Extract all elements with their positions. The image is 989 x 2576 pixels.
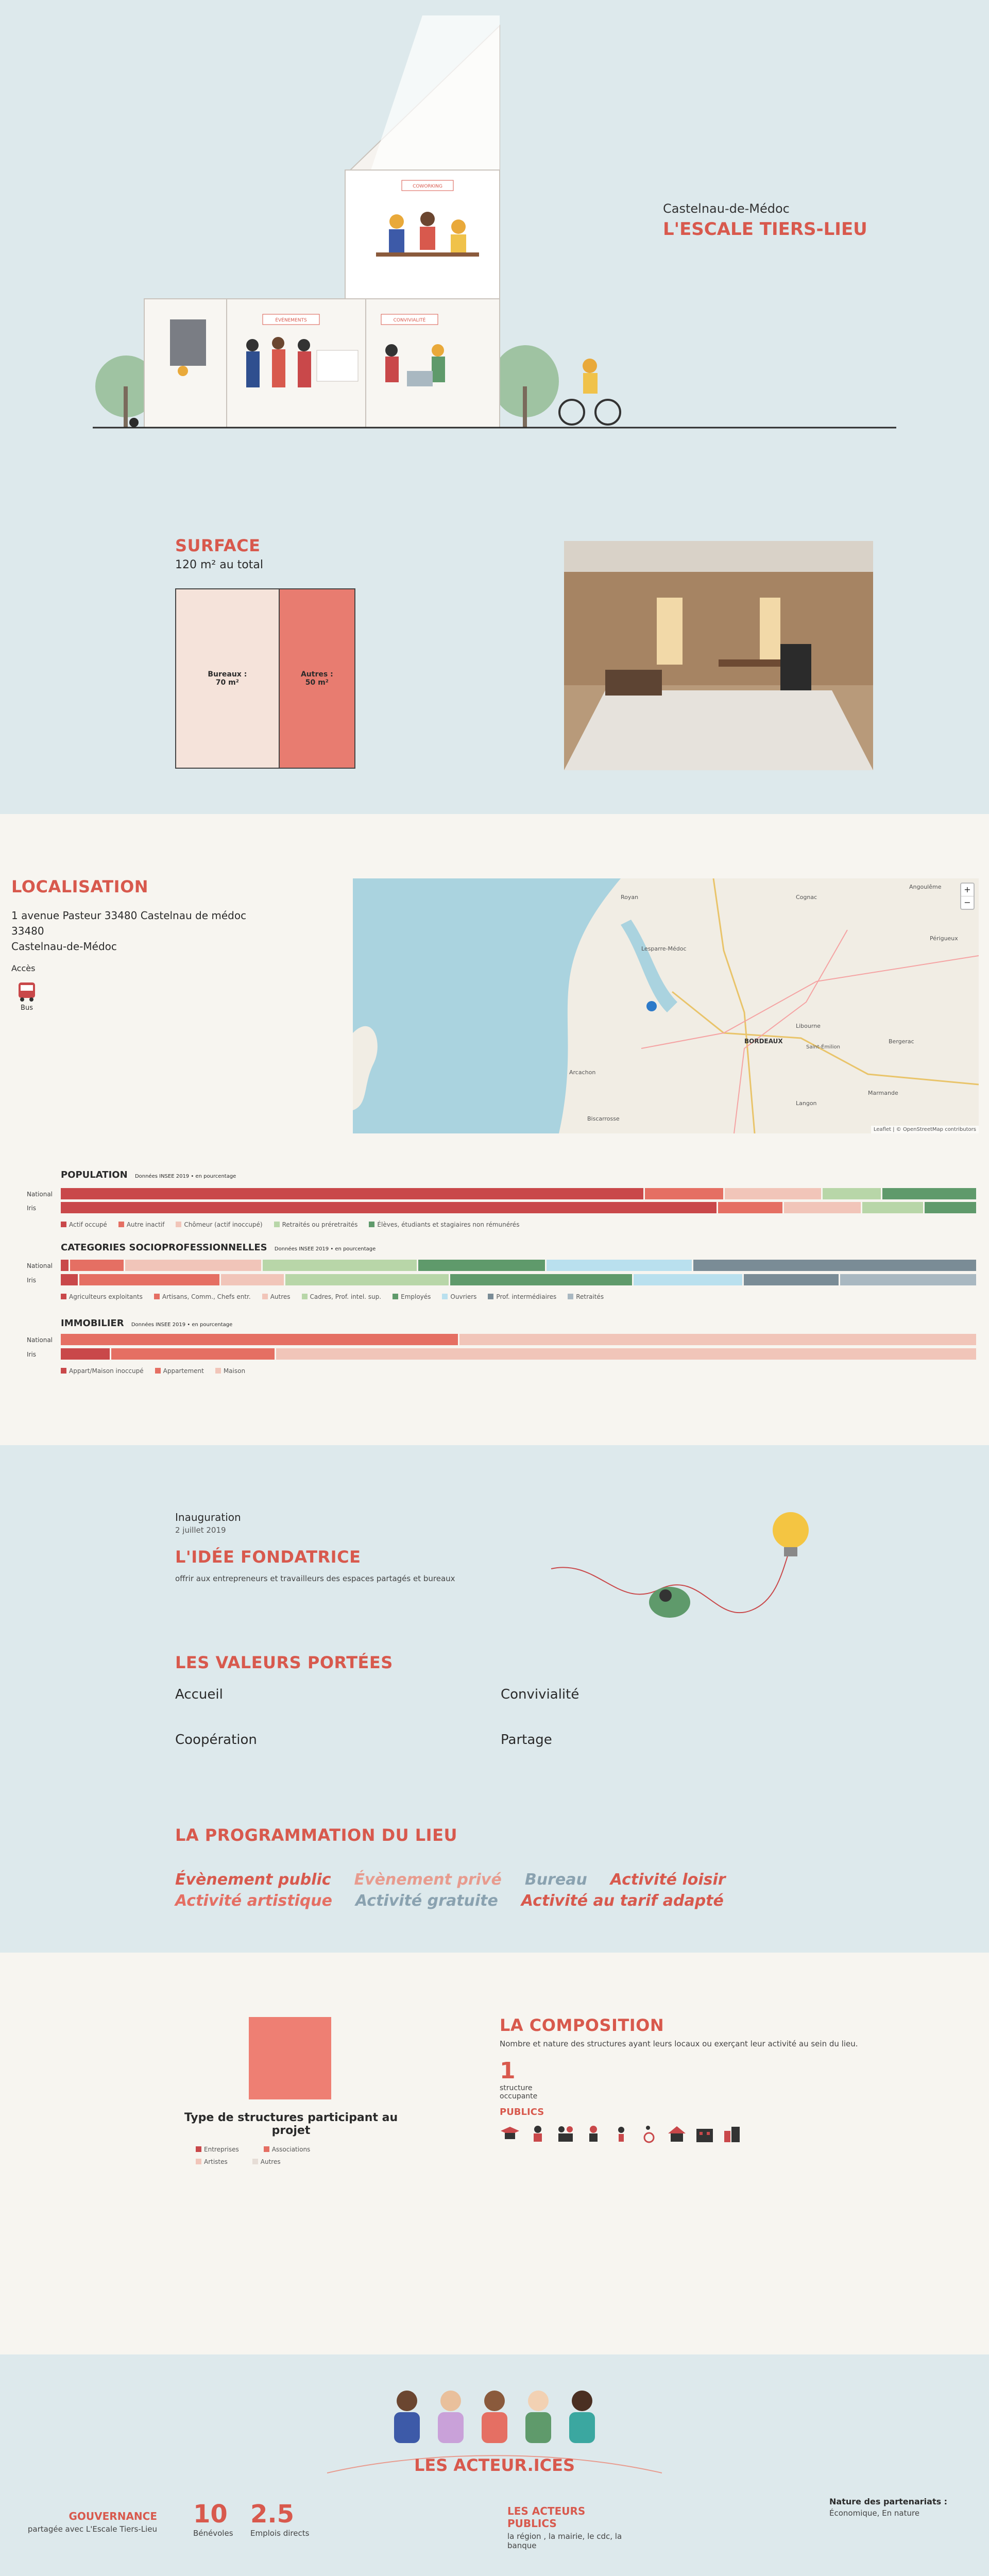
programmation-block [175,1825,845,1910]
gouvernance-title: GOUVERNANCE [69,2510,157,2522]
family-icon [555,2125,576,2143]
immobilier-row-national-label: National [27,1336,53,1344]
benevoles [193,2500,233,2538]
programmation-tag: Bureau [524,1871,587,1889]
partenariats-title: Nature des partenariats : [829,2497,948,2506]
svg-text:Biscarrosse: Biscarrosse [587,1115,620,1122]
csp-header [61,1242,376,1253]
composition-section [0,1953,989,2354]
legend-swatch [262,1294,268,1299]
legend-item [302,1293,382,1300]
legend-label: Autres [270,1293,291,1300]
legend-swatch [442,1294,448,1299]
bar-segment [61,1334,459,1345]
bar-segment [925,1202,978,1213]
bar-segment [285,1274,450,1285]
population-header [61,1170,236,1180]
company-icon [694,2125,715,2143]
legend-swatch [369,1222,374,1227]
bar-segment [645,1188,725,1199]
bar-segment [823,1188,882,1199]
legend-swatch [176,1222,181,1227]
sign-evenements: ÉVÉNEMENTS [275,318,307,323]
legend-item [274,1221,358,1228]
immobilier-bar-iris [61,1348,978,1360]
composition-block [500,2015,943,2143]
inauguration-date: 2 juillet 2019 [175,1526,226,1535]
legend-swatch [488,1294,493,1299]
valeur-item: Coopération [175,1732,257,1748]
cat-icon [129,418,139,427]
surface-right-label: Autres : [300,670,333,679]
legend-item [61,1367,144,1375]
composition-title: LA COMPOSITION [500,2015,664,2035]
svg-text:Royan: Royan [621,894,639,901]
legend-label: Appartement [163,1367,204,1375]
programmation-row-1 [175,1871,845,1889]
map-attribution[interactable]: Leaflet | © OpenStreetMap contributors [871,1126,979,1133]
svg-text:Lesparre-Médoc: Lesparre-Médoc [641,945,687,952]
legend-label: Retraités ou préretraités [282,1221,358,1228]
legend-item [393,1293,431,1300]
publics-icons [500,2125,943,2143]
gouvernance [10,2510,157,2534]
hero-text [663,201,867,240]
legend-label: Maison [223,1367,246,1375]
acces-label: Accès [11,963,36,973]
address-city: Castelnau-de-Médoc [11,940,117,953]
map-zoom-control [960,883,975,910]
emplois-label: Emplois directs [250,2529,310,2538]
surface-left-value: 70 m² [215,679,239,687]
bar-segment [459,1334,978,1345]
legend-label: Employés [401,1293,431,1300]
sign-convivialite: CONVIVIALITÉ [393,318,426,323]
localisation-section [0,814,989,1445]
immobilier-row-iris-label: Iris [27,1351,37,1358]
valeur-item: Convivialité [501,1687,579,1702]
legend-swatch [302,1294,308,1299]
svg-text:Marmande: Marmande [868,1090,898,1096]
legend-label: Cadres, Prof. intel. sup. [310,1293,382,1300]
legend-item [61,1293,143,1300]
acteurs-publics [507,2505,636,2550]
legend-swatch [154,1294,160,1299]
bar-segment [744,1274,840,1285]
idee-section [0,1445,989,1953]
legend-swatch [393,1294,398,1299]
legend-label: Ouvriers [450,1293,477,1300]
programmation-tag: Évènement public [175,1871,331,1889]
csp-row-national-label: National [27,1262,53,1269]
benevoles-label: Bénévoles [193,2529,233,2538]
partenariats [829,2497,979,2518]
localisation-address [11,908,341,954]
acteurs-title: LES ACTEUR.ICES [414,2455,575,2475]
acces-bus-label: Bus [21,1004,33,1012]
valeur-item: Accueil [175,1687,223,1702]
bar-segment [61,1202,718,1213]
legend-item [488,1293,556,1300]
svg-text:Bergerac: Bergerac [889,1038,914,1045]
programmation-tag: Activité loisir [610,1871,726,1889]
bar-segment [125,1260,263,1271]
inauguration-label: Inauguration [175,1511,241,1523]
legend-label: Associations [271,2146,311,2153]
bar-segment [61,1348,111,1360]
bar-segment [840,1274,978,1285]
hero-title: L'ESCALE TIERS-LIEU [663,219,867,240]
address-line: 1 avenue Pasteur 33480 Castelnau de médoc [11,909,247,922]
legend-label: Chômeur (actif inoccupé) [184,1221,263,1228]
legend-item [369,1221,519,1228]
acteurs-section [0,2354,989,2576]
idea-illustration [536,1507,824,1625]
structures-chart-title: Type de structures participant au projet [184,2111,398,2137]
immobilier-title: IMMOBILIER [61,1318,124,1329]
bar-segment [862,1202,925,1213]
surface-total: 120 m² au total [175,558,263,571]
immobilier-legend [61,1367,978,1375]
legend-item [196,2158,228,2165]
legend-item [118,1221,165,1228]
legend-swatch [274,1222,280,1227]
accessibility-icon [639,2125,659,2143]
elderly-icon [527,2125,548,2143]
zoom-out-button[interactable]: − [964,897,971,907]
programmation-tag: Activité au tarif adapté [521,1892,724,1910]
legend-item [61,1221,107,1228]
svg-text:Périgueux: Périgueux [930,935,958,942]
csp-row-iris-label: Iris [27,1277,37,1284]
bar-segment [70,1260,125,1271]
legend-swatch [568,1294,573,1299]
legend-item [215,1367,245,1375]
programmation-title: LA PROGRAMMATION DU LIEU [175,1825,457,1845]
legend-label: Entreprises [204,2146,239,2153]
idee-title: L'IDÉE FONDATRICE [175,1547,361,1567]
acteurs-illustration [381,2380,618,2447]
bar-segment [263,1260,419,1271]
legend-item [176,1221,262,1228]
inauguration [175,1511,241,1535]
valeurs-list [175,1687,845,1764]
bar-segment [547,1260,693,1271]
surface-block [175,536,263,571]
bar-segment [718,1202,784,1213]
composition-count-label: structure occupante [500,2084,538,2100]
legend-item [155,1367,204,1375]
house-icon [667,2125,687,2143]
structures-legend [196,2146,350,2165]
legend-swatch [155,1368,161,1374]
population-bar-iris [61,1202,978,1213]
csp-bar-national [61,1260,978,1271]
population-title: POPULATION [61,1170,128,1180]
map[interactable] [353,878,979,1133]
legend-swatch [215,1368,221,1374]
legend-item [568,1293,604,1300]
map-canvas[interactable] [353,878,979,1133]
idee-text: offrir aux entrepreneurs et travailleurs des espaces partagés et bureaux [175,1574,455,1583]
legend-label: Autres [260,2158,281,2165]
population-legend [61,1221,978,1228]
valeur-item: Partage [501,1732,552,1748]
child-icon [611,2125,632,2143]
legend-swatch [61,1294,66,1299]
programmation-tag: Activité gratuite [355,1892,498,1910]
csp-title: CATEGORIES SOCIOPROFESSIONNELLES [61,1242,267,1253]
bar-segment [725,1188,823,1199]
space-photo [564,541,873,770]
legend-swatch [61,1368,66,1374]
legend-label: Retraités [576,1293,604,1300]
emplois [250,2500,309,2538]
immobilier-subtitle: Données INSEE 2019 • en pourcentage [131,1322,233,1328]
legend-item [252,2158,281,2165]
bar-segment [693,1260,978,1271]
hero-section [0,0,989,453]
emplois-value: 2.5 [250,2500,295,2529]
acces-bus [11,981,42,1012]
legend-label: Artisans, Comm., Chefs entr. [162,1293,251,1300]
bar-segment [634,1274,744,1285]
legend-label: Prof. intermédiaires [496,1293,557,1300]
bar-segment [882,1188,978,1199]
valeurs-title: LES VALEURS PORTÉES [175,1653,393,1672]
bar-segment [61,1188,645,1199]
legend-label: Élèves, étudiants et stagiaires non rémunérés [377,1221,520,1228]
bar-segment [61,1274,79,1285]
surface-left-label: Bureaux : [208,670,247,679]
composition-count: 1 [500,2058,516,2084]
surface-section [0,453,989,814]
csp-subtitle: Données INSEE 2019 • en pourcentage [274,1246,376,1252]
localisation-title: LOCALISATION [11,877,149,896]
city-icon [722,2125,743,2143]
legend-item [262,1293,291,1300]
bar-segment [79,1274,221,1285]
bar-segment [276,1348,978,1360]
composition-text: Nombre et nature des structures ayant leurs locaux ou exerçant leur activité au sein du lieu. [500,2039,858,2048]
programmation-row-2 [175,1892,845,1910]
legend-label: Agriculteurs exploitants [69,1293,143,1300]
localisation-block [11,877,341,1012]
sign-coworking: COWORKING [413,184,442,189]
zoom-in-button[interactable]: + [961,884,974,896]
legend-swatch [118,1222,124,1227]
bar-segment [221,1274,285,1285]
surface-title: SURFACE [175,536,261,555]
legend-item [264,2146,311,2153]
legend-label: Actif occupé [69,1221,107,1228]
programmation-tag: Évènement privé [354,1871,502,1889]
surface-right-value: 50 m² [305,679,329,687]
legend-swatch [264,2146,269,2152]
benevoles-value: 10 [193,2500,228,2529]
svg-text:Angoulême: Angoulême [909,884,942,890]
svg-text:Saint-Émilion: Saint-Émilion [806,1044,840,1050]
lightbulb-icon [773,1512,809,1548]
bar-segment [111,1348,276,1360]
immobilier-bar-national [61,1334,978,1345]
legend-item [442,1293,476,1300]
legend-swatch [252,2159,258,2164]
address-postcode: 33480 [11,925,44,937]
legend-swatch [61,1222,66,1227]
csp-legend [61,1293,978,1300]
svg-text:BORDEAUX: BORDEAUX [744,1038,783,1045]
svg-text:Arcachon: Arcachon [569,1069,596,1076]
population-row-national-label: National [27,1191,53,1198]
gouvernance-text: partagée avec L'Escale Tiers-Lieu [27,2524,157,2534]
population-bar-national [61,1188,978,1199]
legend-label: Artistes [204,2158,228,2165]
bar-segment [61,1260,70,1271]
legend-swatch [196,2159,201,2164]
acteurs-publics-text: la région , la mairie, le cdc, la banque [507,2532,622,2550]
immobilier-header [61,1318,232,1329]
svg-text:Libourne: Libourne [796,1023,821,1029]
bicycle-icon [559,400,584,425]
svg-text:Langon: Langon [796,1100,817,1107]
bus-icon [17,981,37,1002]
legend-label: Appart/Maison inoccupé [69,1367,144,1375]
youth-icon [583,2125,604,2143]
structures-chart [249,2017,331,2099]
legend-label: Autre inactif [126,1221,165,1228]
surface-autres [280,589,354,768]
hero-location: Castelnau-de-Médoc [663,201,790,216]
csp-bar-iris [61,1274,978,1285]
valeurs-block [175,1653,845,1764]
surface-bureaux [176,589,280,768]
publics-title: PUBLICS [500,2107,544,2117]
population-row-iris-label: Iris [27,1205,37,1212]
bar-segment [450,1274,634,1285]
legend-item [196,2146,239,2153]
acteurs-publics-title: LES ACTEURS PUBLICS [507,2505,586,2530]
bar-segment [418,1260,547,1271]
location-pin-icon [646,1001,657,1011]
svg-text:Cognac: Cognac [796,894,817,901]
population-subtitle: Données INSEE 2019 • en pourcentage [134,1174,236,1179]
legend-swatch [196,2146,201,2152]
bar-segment [784,1202,862,1213]
idee-block [175,1547,536,1583]
surface-chart [175,588,355,769]
programmation-tag: Activité artistique [175,1892,332,1910]
student-icon [500,2125,520,2143]
legend-item [154,1293,251,1300]
partenariats-text: Économique, En nature [829,2509,920,2518]
